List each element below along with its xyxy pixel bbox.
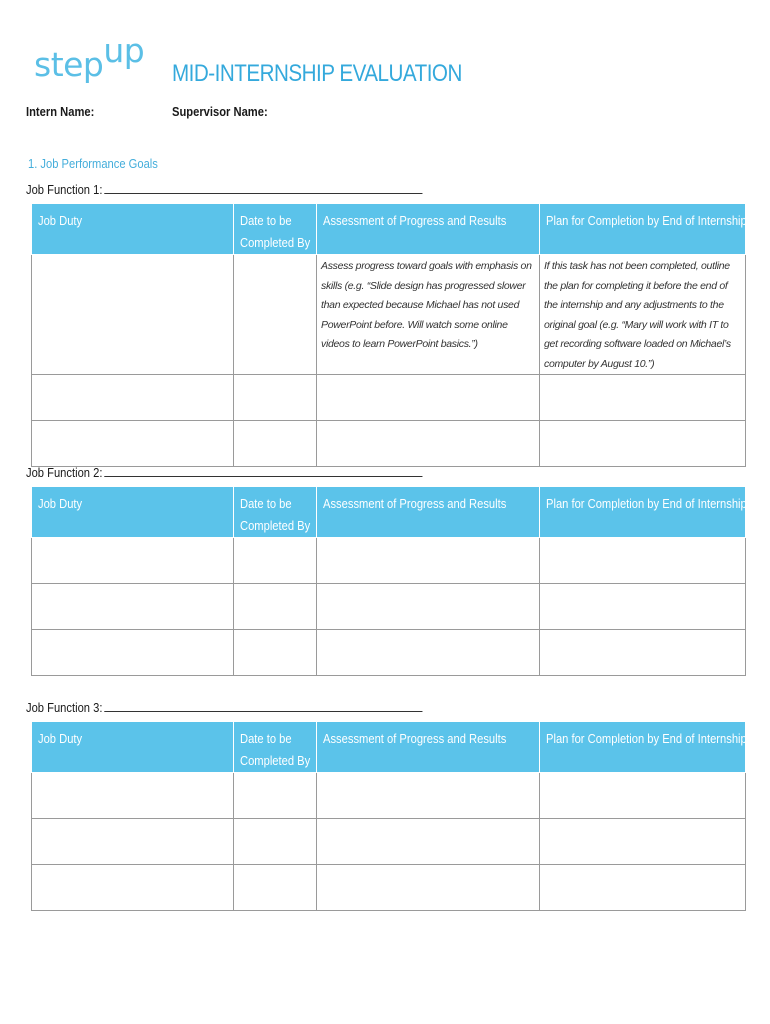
- date-cell[interactable]: [234, 630, 317, 676]
- col-plan: Plan for Completion by End of Internship: [540, 204, 746, 255]
- duty-cell[interactable]: [32, 865, 234, 911]
- col-date: Date to be Completed By: [234, 722, 317, 773]
- logo-super-text: up: [103, 31, 145, 70]
- duty-cell[interactable]: [32, 630, 234, 676]
- assessment-cell[interactable]: [317, 538, 540, 584]
- assessment-example-text: Assess progress toward goals with emphasis on skills (e.g. “Slide design has progressed slower than expected because Michael has not used PowerPoint before. Will watch some online videos to learn PowerPoint basics.”): [321, 260, 532, 350]
- col-plan: Plan for Completion by End of Internship: [540, 487, 746, 538]
- table-row: [32, 584, 746, 630]
- plan-cell[interactable]: [540, 630, 746, 676]
- table-header-row: [32, 722, 746, 773]
- job-function-3-line[interactable]: [26, 699, 422, 715]
- job-function-1-table: [31, 203, 746, 467]
- col-job-duty: Job Duty: [32, 722, 234, 773]
- job-function-2-blank[interactable]: [104, 464, 422, 477]
- plan-example-text: If this task has not been completed, outline the plan for completing it before the end of the internship and any adjustments to the original goal (e.g. “Mary will work with IT to get recording software loaded on Michael’s computer by August 10.”): [544, 260, 731, 370]
- duty-cell[interactable]: [32, 421, 234, 467]
- table-row: [32, 865, 746, 911]
- col-assessment: Assessment of Progress and Results: [317, 722, 540, 773]
- date-cell[interactable]: [234, 255, 317, 375]
- date-cell[interactable]: [234, 584, 317, 630]
- plan-cell[interactable]: [540, 538, 746, 584]
- plan-cell[interactable]: [540, 865, 746, 911]
- job-function-2-table: [31, 486, 746, 676]
- table-header-row: [32, 487, 746, 538]
- col-date: Date to be Completed By: [234, 487, 317, 538]
- date-cell[interactable]: [234, 421, 317, 467]
- job-function-2-line[interactable]: [26, 464, 422, 480]
- plan-cell[interactable]: [540, 421, 746, 467]
- date-cell[interactable]: [234, 375, 317, 421]
- document-title: MID-INTERNSHIP EVALUATION: [172, 60, 462, 87]
- duty-cell[interactable]: [32, 819, 234, 865]
- col-assessment: Assessment of Progress and Results: [317, 204, 540, 255]
- table-header-row: [32, 204, 746, 255]
- date-cell[interactable]: [234, 819, 317, 865]
- job-function-2-label: Job Function 2:: [26, 465, 103, 480]
- assessment-cell[interactable]: [317, 584, 540, 630]
- job-function-3-table: [31, 721, 746, 911]
- plan-cell[interactable]: [540, 819, 746, 865]
- assessment-cell[interactable]: [317, 255, 540, 375]
- intern-name-label: Intern Name:: [26, 104, 95, 119]
- plan-cell[interactable]: [540, 255, 746, 375]
- duty-cell[interactable]: [32, 773, 234, 819]
- job-function-1-blank[interactable]: [104, 181, 422, 194]
- assessment-cell[interactable]: [317, 630, 540, 676]
- duty-cell[interactable]: [32, 375, 234, 421]
- col-job-duty: Job Duty: [32, 487, 234, 538]
- table-row: [32, 773, 746, 819]
- section-heading: 1. Job Performance Goals: [28, 156, 158, 171]
- assessment-cell[interactable]: [317, 865, 540, 911]
- table-row: [32, 375, 746, 421]
- assessment-cell[interactable]: [317, 773, 540, 819]
- duty-cell[interactable]: [32, 255, 234, 375]
- date-cell[interactable]: [234, 538, 317, 584]
- supervisor-name-label: Supervisor Name:: [172, 104, 268, 119]
- date-cell[interactable]: [234, 865, 317, 911]
- table-row: [32, 255, 746, 375]
- plan-cell[interactable]: [540, 375, 746, 421]
- col-assessment: Assessment of Progress and Results: [317, 487, 540, 538]
- table-row: [32, 421, 746, 467]
- job-function-1-line[interactable]: [26, 181, 422, 197]
- duty-cell[interactable]: [32, 584, 234, 630]
- job-function-1-label: Job Function 1:: [26, 182, 103, 197]
- date-cell[interactable]: [234, 773, 317, 819]
- table-row: [32, 630, 746, 676]
- table-row: [32, 538, 746, 584]
- logo-main-text: step: [34, 45, 104, 84]
- duty-cell[interactable]: [32, 538, 234, 584]
- plan-cell[interactable]: [540, 584, 746, 630]
- stepup-logo: [34, 31, 145, 84]
- job-function-3-blank[interactable]: [104, 699, 422, 712]
- col-date: Date to be Completed By: [234, 204, 317, 255]
- assessment-cell[interactable]: [317, 421, 540, 467]
- col-plan: Plan for Completion by End of Internship: [540, 722, 746, 773]
- col-job-duty: Job Duty: [32, 204, 234, 255]
- plan-cell[interactable]: [540, 773, 746, 819]
- assessment-cell[interactable]: [317, 375, 540, 421]
- assessment-cell[interactable]: [317, 819, 540, 865]
- job-function-3-label: Job Function 3:: [26, 700, 103, 715]
- table-row: [32, 819, 746, 865]
